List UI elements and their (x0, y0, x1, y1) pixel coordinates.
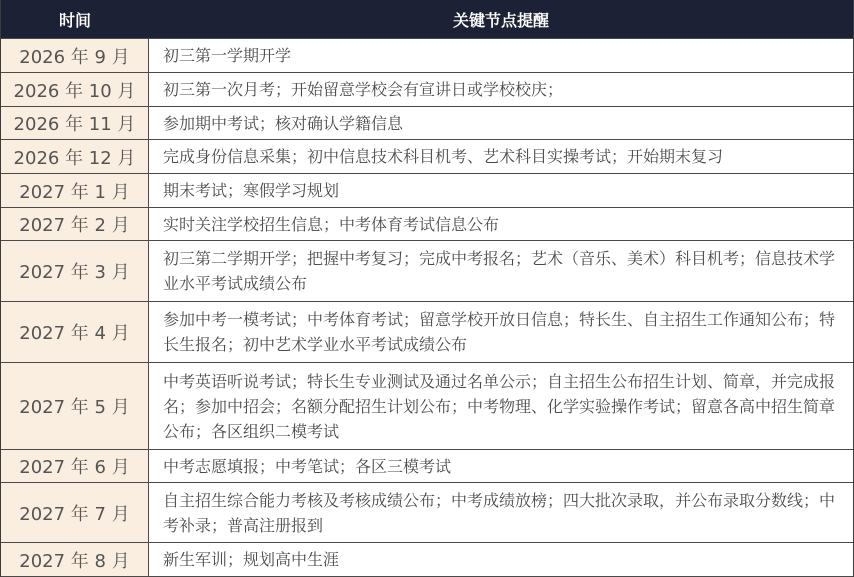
row-date: 2026 年 12 月 (1, 140, 149, 173)
table-row (1, 38, 853, 72)
row-content: 初三第一次月考；开始留意学校会有宣讲日或学校校庆； (163, 80, 564, 99)
row-content: 自主招生综合能力考核及考核成绩公布；中考成绩放榜；四大批次录取，并公布录取分数线；中考补录；普高注册报到 (163, 490, 836, 535)
row-content: 参加期中考试；核对确认学籍信息 (163, 113, 404, 133)
header-key-points: 关键节点提醒 (452, 10, 549, 30)
row-content: 中考志愿填报；中考笔试；各区三模考试 (163, 456, 452, 476)
table-row (1, 240, 853, 301)
row-date: 2026 年 9 月 (1, 39, 149, 72)
table-row (1, 173, 853, 207)
row-date: 2027 年 6 月 (1, 450, 149, 482)
row-content: 期末考试；寒假学习规划 (163, 181, 340, 200)
table-row (1, 301, 853, 362)
table-row (1, 482, 853, 542)
row-date: 2026 年 10 月 (1, 73, 149, 106)
row-content: 完成身份信息采集；初中信息技术科目机考、艺术科目实操考试；开始期末复习 (163, 147, 724, 166)
row-content: 实时关注学校招生信息；中考体育考试信息公布 (163, 214, 500, 234)
row-date: 2027 年 5 月 (1, 363, 149, 449)
row-date: 2027 年 7 月 (1, 483, 149, 542)
table-row (1, 72, 853, 106)
table-row (1, 362, 853, 449)
row-date: 2027 年 2 月 (1, 208, 149, 240)
table-row (1, 106, 853, 139)
row-date: 2026 年 11 月 (1, 107, 149, 139)
header-time: 时间 (58, 10, 91, 30)
row-date: 2027 年 8 月 (1, 543, 149, 576)
row-content: 中考英语听说考试；特长生专业测试及通过名单公示；自主招生公布招生计划、简章，并完成报名；参加中招会；名额分配招生计划公布；中考物理、化学实验操作考试；留意各高中招生简章公布；各区组织二模考试 (163, 371, 836, 441)
row-date: 2027 年 1 月 (1, 174, 149, 207)
row-content: 参加中考一模考试；中考体育考试；留意学校开放日信息；特长生、自主招生工作通知公布；特长生报名；初中艺术学业水平考试成绩公布 (163, 310, 836, 354)
table-header (1, 0, 853, 38)
row-date: 2027 年 4 月 (1, 302, 149, 362)
table-row (1, 139, 853, 173)
row-content: 初三第二学期开学；把握中考复习；完成中考报名；艺术（音乐、美术）科目机考；信息技术学业水平考试成绩公布 (163, 249, 836, 293)
table-row (1, 542, 853, 577)
row-content: 新生军训；规划高中生涯 (163, 550, 340, 569)
row-content: 初三第一学期开学 (163, 46, 292, 65)
table-row (1, 207, 853, 240)
row-date: 2027 年 3 月 (1, 241, 149, 301)
table-row (1, 449, 853, 482)
